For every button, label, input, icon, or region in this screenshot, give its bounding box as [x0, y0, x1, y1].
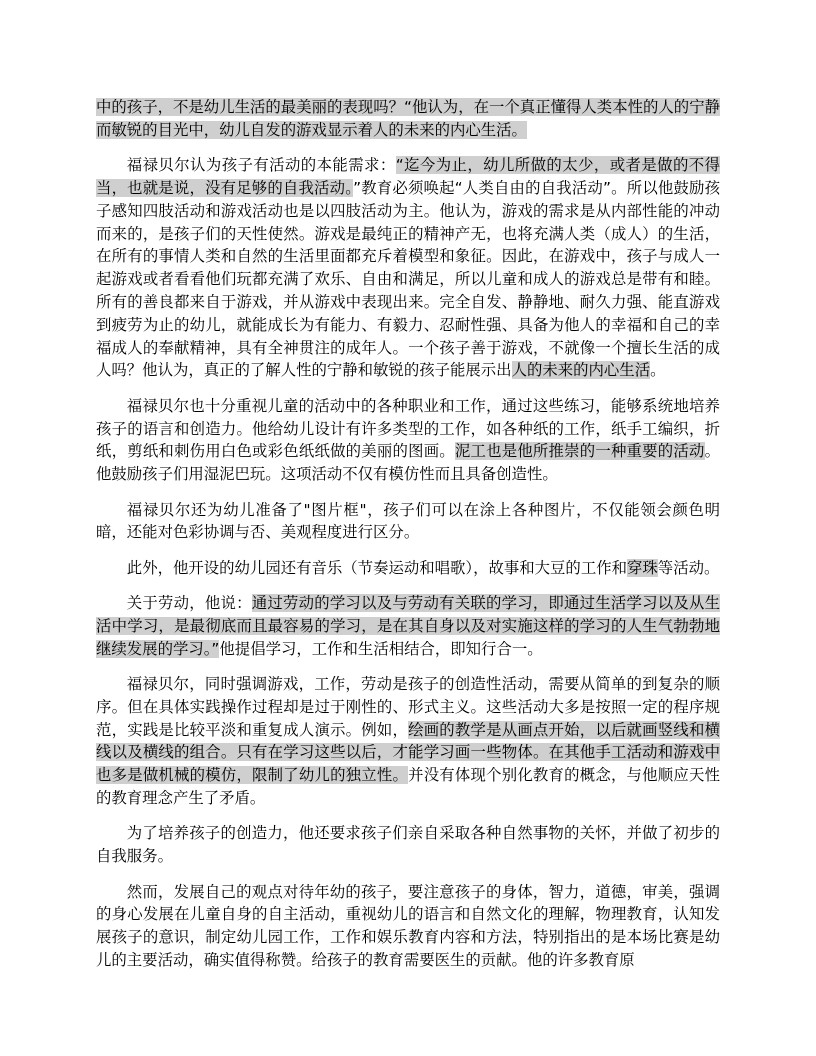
paragraph-1	[96, 96, 720, 142]
highlighted-text: 泥工也是他所推崇的一种重要的活动	[454, 442, 705, 461]
highlighted-text: 人的未来的内心生活	[511, 361, 651, 380]
text-segment: 福禄贝尔也十分重视儿童的活动中的各种职业和工作，通过这些练习，能够系统地培养孩子的语言和创造力。他给幼儿设计有许多类型的工作，如各种纸的工作，纸手工编织，折纸，剪纸和刺伤用白色或彩色纸纸做的美丽的图画。	[96, 396, 720, 461]
text-segment: 关于劳动，他说：	[126, 594, 252, 613]
text-segment: 。	[650, 361, 666, 380]
text-segment: 。他鼓励孩子们用湿泥巴玩。这项活动不仅有模仿性而且具备创造性。	[96, 442, 720, 484]
paragraph-9	[96, 881, 720, 972]
highlighted-text: 穿珠	[627, 558, 658, 577]
text-segment: 为了培养孩子的创造力，他还要求孩子们亲自采取各种自然事物的关怀，并做了初步的自我服务。	[96, 824, 720, 866]
text-segment: 福禄贝尔认为孩子有活动的本能需求：	[126, 156, 396, 175]
highlighted-text: 通过劳动的学习以及与劳动有关联的学习，即通过生活学习以及从生活中学习，是最彻底而且最容易的学习，是在其自身以及对实施这样的学习的人生气勃勃地继续发展的学习。”	[96, 594, 720, 658]
text-segment: 然而，发展自己的观点对待年幼的孩子，要注意孩子的身体，智力，道德，审美，强调的身心发展在儿童自身的自主活动，重视幼儿的语言和自然文化的理解，物理教育，认知发展孩子的意识，制定幼儿园工作，工作和娱乐教育内容和方法，特别指出的是本场比赛是幼儿的主要活动，确实值得称赞。给孩子的教育需要医生的贡献。他的许多教育原	[96, 882, 720, 970]
paragraph-7	[96, 673, 720, 810]
text-segment: 等活动。	[657, 558, 720, 577]
highlighted-text: 中的孩子，不是幼儿生活的最美丽的表现吗？“他认为，在一个真正懂得人类本性的人的宁静而敏锐的目光中，幼儿自发的游戏显示着人的未来的内心生活。	[96, 98, 720, 139]
paragraph-4	[96, 499, 720, 545]
text-segment: 并没有体现个别化教育的概念，与他顺应天性的教育理念产生了矛盾。	[96, 766, 720, 808]
text-segment: 此外，他开设的幼儿园还有音乐（节奏运动和唱歌），故事和大豆的工作和	[126, 558, 627, 577]
highlighted-text: 绘画的教学是从画点开始，以后就画竖线和横线以及横线的组合。只有在学习这些以后，才能学习画一些物体。在其他手工活动和游戏中也多是做机械的模仿，限制了幼儿的独立性。	[96, 720, 720, 785]
paragraph-3	[96, 395, 720, 486]
paragraph-5	[96, 557, 720, 580]
paragraph-6	[96, 592, 720, 660]
text-segment: 福禄贝尔，同时强调游戏，工作，劳动是孩子的创造性活动，需要从简单的到复杂的顺序。但在具体实践操作过程却是过于刚性的、形式主义。这些活动大多是按照一定的程序规范，实践是比较平淡和重复成人演示。例如，	[96, 675, 720, 739]
text-segment: 福禄贝尔还为幼儿准备了"图片框"，孩子们可以在涂上各种图片，不仅能领会颜色明暗，还能对色彩协调与否、美观程度进行区分。	[96, 500, 720, 542]
paragraph-8	[96, 822, 720, 868]
highlighted-text: “迄今为止，幼儿所做的太少，或者是做的不得当，也就是说，没有足够的自我活动。	[96, 156, 720, 197]
text-segment: ”教育必须唤起“人类自由的自我活动”。所以他鼓励孩子感知四肢活动和游戏活动也是以四肢活动为主。他认为，游戏的需求是从内部性能的冲动而来的，是孩子们的天性使然。游戏是最纯正的精神产无，也将充满人类（成人）的生活，在所有的事情人类和自然的生活里面都充斥着模型和象征。因此，在游戏中，孩子与成人一起游戏或者看看他们玩都充满了欢乐、自由和满足，所以儿童和成人的游戏总是带有和睦。所有的善良都来自于游戏，并从游戏中表现出来。完全自发、静静地、耐久力强、能直游戏到疲劳为止的幼儿，就能成长为有能力、有毅力、忍耐性强、具备为他人的幸福和自己的幸福成人的奉献精神，具有全神贯注的成年人。一个孩子善于游戏，不就像一个擅长生活的成人吗？他认为，真正的了解人性的宁静和敏锐的孩子能展示出	[96, 178, 721, 380]
paragraph-2	[96, 154, 720, 382]
text-segment: 他提倡学习，工作和生活相结合，即知行合一。	[219, 639, 543, 658]
document-page	[96, 96, 720, 984]
